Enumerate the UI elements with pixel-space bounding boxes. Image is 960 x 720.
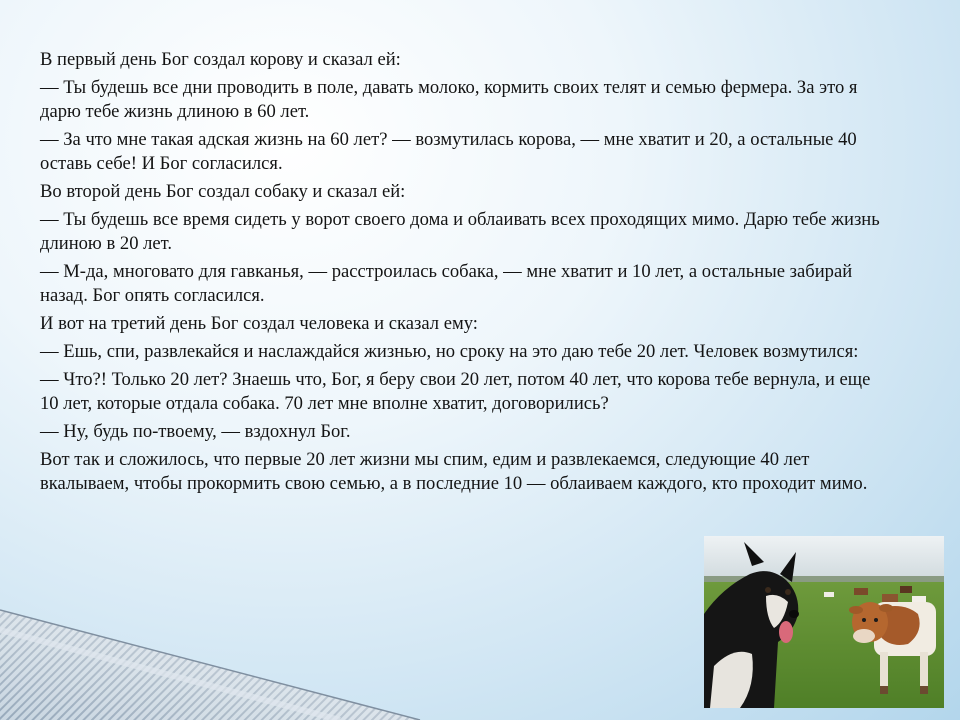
paragraph-10: — Ну, будь по-твоему, — вздохнул Бог.: [40, 421, 351, 442]
dog-and-cows-photo: [704, 536, 944, 708]
story-text: [40, 48, 890, 500]
paragraph-9: — Что?! Только 20 лет? Знаешь что, Бог, я беру свои 20 лет, потом 40 лет, что корова тебе вернула, и еще 10 лет, которые отдала собака. 70 лет мне вполне хватит, договорились?: [40, 369, 871, 414]
paragraph-7: И вот на третий день Бог создал человека и сказал ему:: [40, 313, 478, 334]
paragraph-6: — М-да, многовато для гавканья, — расстроилась собака, — мне хватит и 10 лет, а остальные забирай назад. Бог опять согласился.: [40, 261, 853, 306]
paragraph-11: Вот так и сложилось, что первые 20 лет жизни мы спим, едим и развлекаемся, следующие 40 лет вкалываем, чтобы прокормить свою семью, а в последние 10 — облаиваем каждого, кто проходит мимо.: [40, 449, 868, 494]
paragraph-2: — Ты будешь все дни проводить в поле, давать молоко, кормить своих телят и семью фермера. За это я дарю тебе жизнь длиною в 60 лет.: [40, 77, 858, 122]
paragraph-1: В первый день Бог создал корову и сказал ей:: [40, 49, 401, 70]
paragraph-5: — Ты будешь все время сидеть у ворот своего дома и облаивать всех проходящих мимо. Дарю тебе жизнь длиною в 20 лет.: [40, 209, 880, 254]
paragraph-8: — Ешь, спи, развлекайся и наслаждайся жизнью, но сроку на это даю тебе 20 лет. Человек возмутился:: [40, 341, 859, 362]
paragraph-4: Во второй день Бог создал собаку и сказал ей:: [40, 181, 406, 202]
corner-decoration: [0, 590, 440, 720]
paragraph-3: — За что мне такая адская жизнь на 60 лет? — возмутилась корова, — мне хватит и 20, а остальные 40 оставь себе! И Бог согласился.: [40, 129, 857, 174]
